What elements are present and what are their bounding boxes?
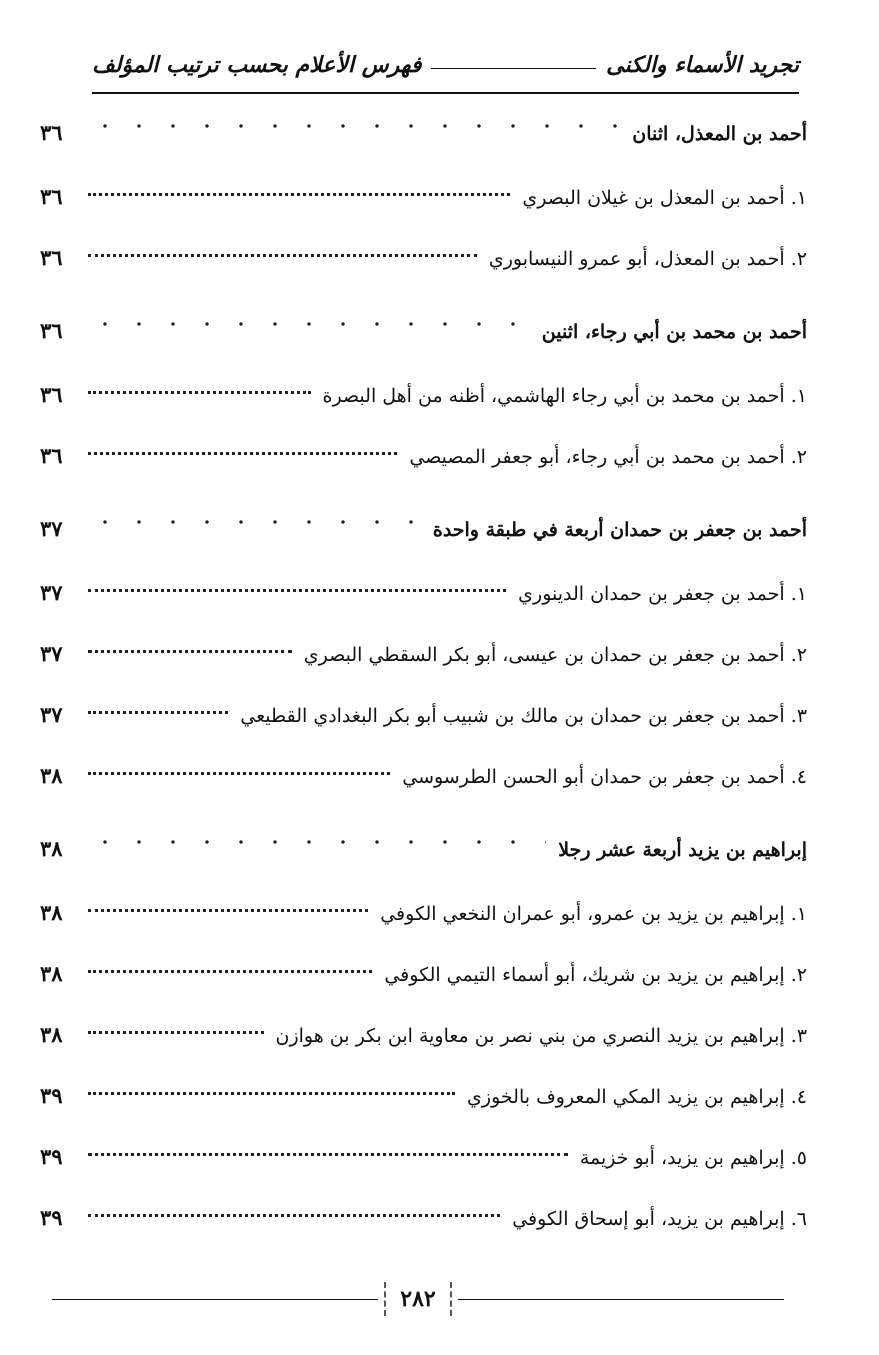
page-ref: ٣٨	[40, 961, 63, 986]
heading-title: أحمد بن المعذل، اثنان	[632, 123, 807, 145]
footer-rule-right	[458, 1299, 784, 1300]
entry-title: ١. أحمد بن محمد بن أبي رجاء الهاشمي، أظنه من أهل البصرة	[322, 385, 807, 407]
page-ref: ٣٦	[40, 318, 63, 343]
page-ref: ٣٦	[40, 443, 63, 468]
entry-title: ١. إبراهيم بن يزيد بن عمرو، أبو عمران النخعي الكوفي	[380, 903, 807, 925]
dot-leader	[88, 518, 421, 526]
entry-title: ٤. إبراهيم بن يزيد المكي المعروف بالخوزي	[467, 1086, 807, 1108]
page-ref: ٣٦	[40, 120, 63, 145]
heading-title: أحمد بن جعفر بن حمدان أربعة في طبقة واحدة	[432, 519, 807, 541]
entry-title: ٦. إبراهيم بن يزيد، أبو إسحاق الكوفي	[512, 1208, 807, 1230]
entry-title: ١. أحمد بن جعفر بن حمدان الدينوري	[518, 583, 807, 605]
dot-leader	[88, 909, 368, 912]
entry-title: ٤. أحمد بن جعفر بن حمدان أبو الحسن الطرسوسي	[402, 766, 807, 788]
toc-entry	[40, 364, 807, 425]
toc-heading	[40, 100, 807, 166]
header-section-title: فهرس الأعلام بحسب ترتيب المؤلف	[92, 52, 422, 78]
page-ref: ٣٨	[40, 1022, 63, 1047]
page-ref: ٣٧	[40, 580, 63, 605]
table-of-contents	[40, 100, 807, 1248]
entry-title: ٢. أحمد بن جعفر بن حمدان بن عيسى، أبو بكر السقطي البصري	[303, 644, 807, 666]
toc-entry	[40, 1187, 807, 1248]
toc-entry	[40, 425, 807, 486]
page-ref: ٣٦	[40, 245, 63, 270]
header-book-title: تجريد الأسماء والكنى	[606, 52, 799, 78]
toc-entry	[40, 882, 807, 943]
dot-leader	[88, 970, 372, 973]
page-ref: ٣٧	[40, 516, 63, 541]
page-footer	[52, 1282, 784, 1316]
page-ref: ٣٦	[40, 382, 63, 407]
page-ref: ٣٨	[40, 900, 63, 925]
toc-heading	[40, 816, 807, 882]
page-ref: ٣٩	[40, 1205, 63, 1230]
dot-leader	[88, 193, 510, 196]
header-rule	[431, 68, 596, 69]
dot-leader	[88, 254, 477, 257]
toc-entry	[40, 943, 807, 1004]
page-ref: ٣٦	[40, 184, 63, 209]
toc-entry	[40, 1126, 807, 1187]
toc-entry	[40, 684, 807, 745]
dot-leader	[88, 1031, 264, 1034]
entry-title: ٢. أحمد بن محمد بن أبي رجاء، أبو جعفر المصيصي	[409, 446, 807, 468]
entry-title: ٢. إبراهيم بن يزيد بن شريك، أبو أسماء التيمي الكوفي	[384, 964, 807, 986]
toc-entry	[40, 166, 807, 227]
footer-rule-left	[52, 1299, 378, 1300]
toc-entry	[40, 227, 807, 288]
dot-leader	[88, 1214, 500, 1217]
entry-title: ١. أحمد بن المعذل بن غيلان البصري	[522, 187, 807, 209]
page-ref: ٣٧	[40, 702, 63, 727]
dot-leader	[88, 122, 620, 130]
entry-title: ٣. أحمد بن جعفر بن حمدان بن مالك بن شبيب أبو بكر البغدادي القطيعي	[240, 705, 807, 727]
toc-heading	[40, 298, 807, 364]
dot-leader	[88, 711, 228, 714]
page-ref: ٣٩	[40, 1083, 63, 1108]
page-ref: ٣٩	[40, 1144, 63, 1169]
entry-title: ٣. إبراهيم بن يزيد النصري من بني نصر بن معاوية ابن بكر بن هوازن	[275, 1025, 807, 1047]
page-ref: ٣٨	[40, 836, 63, 861]
dot-leader	[88, 589, 506, 592]
entry-title: ٢. أحمد بن المعذل، أبو عمرو النيسابوري	[488, 248, 807, 270]
toc-heading	[40, 496, 807, 562]
heading-title: أحمد بن محمد بن أبي رجاء، اثنين	[541, 321, 807, 343]
dot-leader	[88, 391, 311, 394]
dot-leader	[88, 650, 292, 653]
entry-title: ٥. إبراهيم بن يزيد، أبو خزيمة	[579, 1147, 807, 1169]
page-ref: ٣٨	[40, 763, 63, 788]
toc-entry	[40, 623, 807, 684]
toc-entry	[40, 1004, 807, 1065]
heading-title: إبراهيم بن يزيد أربعة عشر رجلا	[558, 839, 807, 861]
dot-leader	[88, 1153, 568, 1156]
dot-leader	[88, 772, 390, 775]
dot-leader	[88, 320, 530, 328]
header-underline	[92, 92, 799, 94]
dot-leader	[88, 838, 546, 846]
toc-entry	[40, 562, 807, 623]
page-ref: ٣٧	[40, 641, 63, 666]
toc-entry	[40, 1065, 807, 1126]
dot-leader	[88, 1092, 455, 1095]
page-number: ٢٨٢	[384, 1282, 451, 1316]
dot-leader	[88, 452, 397, 455]
toc-entry	[40, 745, 807, 806]
running-header	[92, 52, 799, 78]
